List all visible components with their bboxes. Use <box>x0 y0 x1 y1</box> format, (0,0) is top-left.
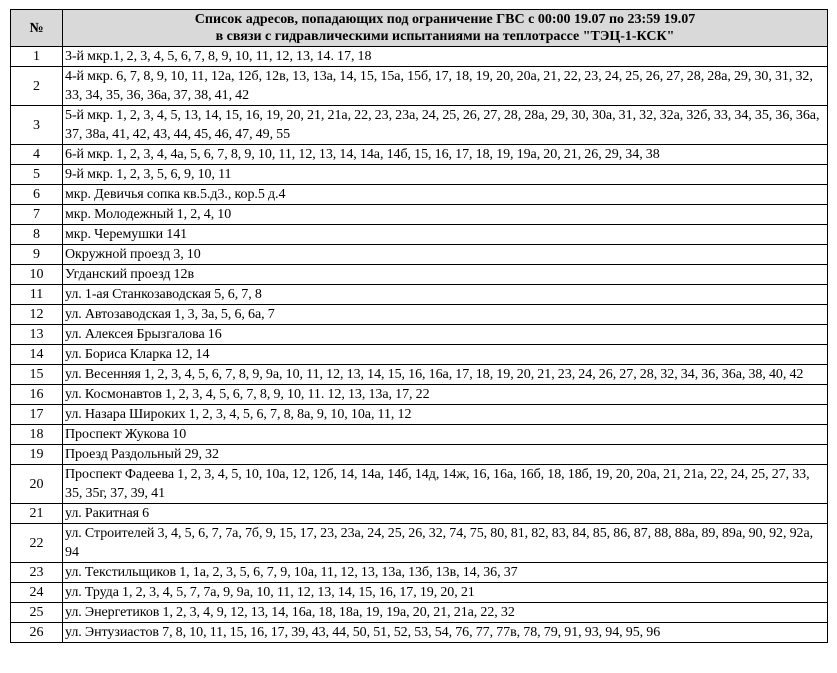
address-table-sheet <box>10 9 828 643</box>
row-address: ул. Строителей 3, 4, 5, 6, 7, 7а, 7б, 9, 15, 17, 23, 23а, 24, 25, 26, 32, 74, 75, 80, 81, 82, 83, 84, 85, 86, 87, 88, 88а, 89, 89а, 90, 92, 92а, 94 <box>63 524 828 563</box>
table-row <box>11 385 828 405</box>
row-address: ул. Энергетиков 1, 2, 3, 4, 9, 12, 13, 14, 16а, 18, 18а, 19, 19а, 20, 21, 21а, 22, 32 <box>63 603 828 623</box>
table-row <box>11 205 828 225</box>
table-row <box>11 67 828 106</box>
table-row <box>11 225 828 245</box>
row-number: 14 <box>11 345 63 365</box>
table-row <box>11 563 828 583</box>
row-number: 24 <box>11 583 63 603</box>
header-title <box>63 10 828 47</box>
table-header-row <box>11 10 828 47</box>
header-title-line2: в связи с гидравлическими испытаниями на теплотрассе "ТЭЦ-1-КСК" <box>215 29 675 44</box>
row-number: 7 <box>11 205 63 225</box>
table-row <box>11 583 828 603</box>
row-number: 3 <box>11 106 63 145</box>
table-row <box>11 165 828 185</box>
row-number: 21 <box>11 504 63 524</box>
row-number: 2 <box>11 67 63 106</box>
row-address: ул. Космонавтов 1, 2, 3, 4, 5, 6, 7, 8, 9, 10, 11. 12, 13, 13а, 17, 22 <box>63 385 828 405</box>
row-number: 8 <box>11 225 63 245</box>
table-row <box>11 365 828 385</box>
row-address: 5-й мкр. 1, 2, 3, 4, 5, 13, 14, 15, 16, 19, 20, 21, 21а, 22, 23, 23а, 24, 25, 26, 27, 28, 28а, 29, 30, 30а, 31, 32, 32а, 32б, 33, 34, 35, 36, 36а, 37, 38а, 41, 42, 43, 44, 45, 46, 47, 49, 55 <box>63 106 828 145</box>
row-address: ул. Автозаводская 1, 3, 3а, 5, 6, 6а, 7 <box>63 305 828 325</box>
row-number: 17 <box>11 405 63 425</box>
row-address: Окружной проезд 3, 10 <box>63 245 828 265</box>
table-row <box>11 265 828 285</box>
header-num: № <box>11 10 63 47</box>
row-address: мкр. Девичья сопка кв.5.д3., кор.5 д.4 <box>63 185 828 205</box>
table-row <box>11 145 828 165</box>
table-row <box>11 425 828 445</box>
row-address: ул. Весенняя 1, 2, 3, 4, 5, 6, 7, 8, 9, 9а, 10, 11, 12, 13, 14, 15, 16, 16а, 17, 18, 19, 20, 21, 23, 24, 26, 27, 28, 32, 34, 36, 36а, 38, 40, 42 <box>63 365 828 385</box>
row-address: мкр. Молодежный 1, 2, 4, 10 <box>63 205 828 225</box>
row-number: 9 <box>11 245 63 265</box>
row-number: 19 <box>11 445 63 465</box>
row-number: 15 <box>11 365 63 385</box>
table-body <box>11 47 828 643</box>
row-address: Проспект Жукова 10 <box>63 425 828 445</box>
row-number: 1 <box>11 47 63 67</box>
table-row <box>11 445 828 465</box>
table-row <box>11 465 828 504</box>
table-row <box>11 245 828 265</box>
row-number: 10 <box>11 265 63 285</box>
row-address: Угданский проезд 12в <box>63 265 828 285</box>
header-title-line1: Список адресов, попадающих под ограничение ГВС с 00:00 19.07 по 23:59 19.07 <box>194 12 696 27</box>
table-row <box>11 524 828 563</box>
table-row <box>11 106 828 145</box>
table-row <box>11 305 828 325</box>
row-number: 5 <box>11 165 63 185</box>
row-address: ул. Ракитная 6 <box>63 504 828 524</box>
table-row <box>11 603 828 623</box>
row-number: 11 <box>11 285 63 305</box>
row-number: 26 <box>11 623 63 643</box>
row-number: 4 <box>11 145 63 165</box>
row-number: 20 <box>11 465 63 504</box>
row-number: 18 <box>11 425 63 445</box>
row-address: 3-й мкр.1, 2, 3, 4, 5, 6, 7, 8, 9, 10, 11, 12, 13, 14. 17, 18 <box>63 47 828 67</box>
table-row <box>11 504 828 524</box>
row-number: 23 <box>11 563 63 583</box>
address-table <box>10 9 828 643</box>
row-number: 6 <box>11 185 63 205</box>
row-number: 25 <box>11 603 63 623</box>
row-address: ул. Текстильщиков 1, 1а, 2, 3, 5, 6, 7, 9, 10а, 11, 12, 13, 13а, 13б, 13в, 14, 36, 37 <box>63 563 828 583</box>
row-number: 16 <box>11 385 63 405</box>
table-row <box>11 285 828 305</box>
table-row <box>11 325 828 345</box>
row-address: мкр. Черемушки 141 <box>63 225 828 245</box>
table-row <box>11 345 828 365</box>
table-row <box>11 623 828 643</box>
row-address: ул. Алексея Брызгалова 16 <box>63 325 828 345</box>
row-address: ул. Труда 1, 2, 3, 4, 5, 7, 7а, 9, 9а, 10, 11, 12, 13, 14, 15, 16, 17, 19, 20, 21 <box>63 583 828 603</box>
row-address: Проезд Раздольный 29, 32 <box>63 445 828 465</box>
row-address: ул. Назара Широких 1, 2, 3, 4, 5, 6, 7, 8, 8а, 9, 10, 10а, 11, 12 <box>63 405 828 425</box>
row-number: 22 <box>11 524 63 563</box>
row-address: 6-й мкр. 1, 2, 3, 4, 4а, 5, 6, 7, 8, 9, 10, 11, 12, 13, 14, 14а, 14б, 15, 16, 17, 18, 19, 19а, 20, 21, 26, 29, 34, 38 <box>63 145 828 165</box>
row-number: 13 <box>11 325 63 345</box>
row-address: 9-й мкр. 1, 2, 3, 5, 6, 9, 10, 11 <box>63 165 828 185</box>
table-row <box>11 47 828 67</box>
table-row <box>11 185 828 205</box>
row-address: ул. Энтузиастов 7, 8, 10, 11, 15, 16, 17, 39, 43, 44, 50, 51, 52, 53, 54, 76, 77, 77в, 78, 79, 91, 93, 94, 95, 96 <box>63 623 828 643</box>
row-address: ул. 1-ая Станкозаводская 5, 6, 7, 8 <box>63 285 828 305</box>
row-number: 12 <box>11 305 63 325</box>
row-address: ул. Бориса Кларка 12, 14 <box>63 345 828 365</box>
row-address: 4-й мкр. 6, 7, 8, 9, 10, 11, 12а, 12б, 12в, 13, 13а, 14, 15, 15а, 15б, 17, 18, 19, 20, 20а, 21, 22, 23, 24, 25, 26, 27, 28, 28а, 29, 30, 31, 32, 33, 34, 35, 36, 36а, 37, 38, 41, 42 <box>63 67 828 106</box>
row-address: Проспект Фадеева 1, 2, 3, 4, 5, 10, 10а, 12, 12б, 14, 14а, 14б, 14д, 14ж, 16, 16а, 16б, 18, 18б, 19, 20, 20а, 21, 21а, 22, 24, 25, 27, 33, 35, 35г, 37, 39, 41 <box>63 465 828 504</box>
table-row <box>11 405 828 425</box>
